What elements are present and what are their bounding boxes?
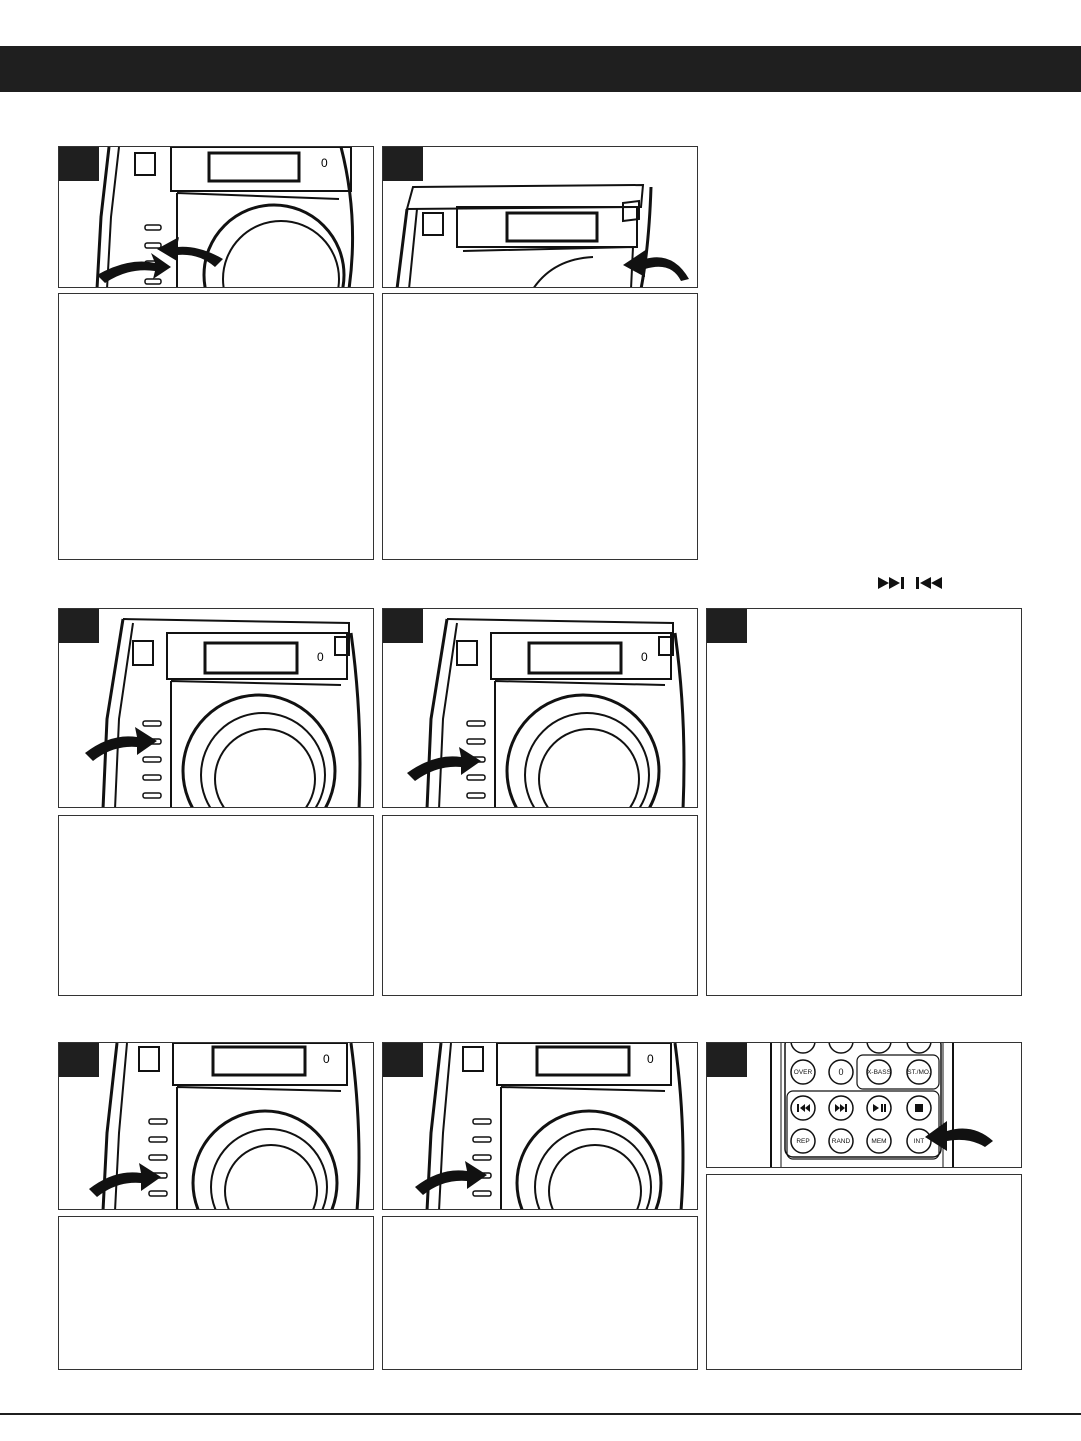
svg-text:0: 0 [317, 650, 324, 664]
unit-door-closed-illustration [383, 147, 698, 288]
step-figure-3 [58, 608, 374, 808]
remote-button-zero-label: 0 [838, 1067, 844, 1077]
remote-button-mem-label: MEM [871, 1138, 887, 1145]
svg-text:0: 0 [641, 650, 648, 664]
step-text-box-2 [382, 293, 698, 560]
skip-previous-icon [914, 577, 942, 589]
remote-button-stmo-label: ST./MO. [907, 1069, 931, 1076]
unit-front-panel-illustration [383, 609, 698, 808]
step-badge [383, 147, 423, 181]
svg-text:0: 0 [321, 156, 328, 170]
step-text-box-3 [58, 815, 374, 996]
remote-control-illustration [707, 1043, 1022, 1168]
step-badge [59, 1043, 99, 1077]
remote-button-rand-label: RAND [831, 1138, 851, 1145]
step-figure-2 [382, 146, 698, 288]
step-figure-1 [58, 146, 374, 288]
unit-front-panel-illustration [59, 1043, 374, 1210]
step-badge [707, 609, 747, 643]
unit-front-panel-illustration [383, 1043, 698, 1210]
step-text-box-7 [382, 1216, 698, 1370]
remote-button-int-label: INT [913, 1138, 925, 1145]
unit-front-panel-illustration [59, 147, 374, 288]
step-figure-6 [58, 1042, 374, 1210]
step-badge [383, 609, 423, 643]
step-badge [383, 1043, 423, 1077]
step-text-box-8 [706, 1174, 1022, 1370]
step-badge [59, 609, 99, 643]
step-badge [707, 1043, 747, 1077]
step-figure-4 [382, 608, 698, 808]
remote-button-xbass-label: X-BASS [867, 1069, 891, 1076]
step-text-box-5 [706, 608, 1022, 996]
step-text-box-1 [58, 293, 374, 560]
footer-rule [0, 1413, 1081, 1415]
track-navigation-symbols [878, 575, 942, 591]
skip-next-icon [878, 577, 906, 589]
svg-text:0: 0 [323, 1052, 330, 1066]
step-figure-8 [706, 1042, 1022, 1168]
step-badge [59, 147, 99, 181]
remote-button-rep-label: REP [796, 1138, 810, 1145]
step-text-box-6 [58, 1216, 374, 1370]
step-text-box-4 [382, 815, 698, 996]
header-banner [0, 46, 1081, 92]
step-figure-7 [382, 1042, 698, 1210]
svg-text:0: 0 [647, 1052, 654, 1066]
remote-button-over-label: OVER [793, 1069, 813, 1076]
unit-front-panel-illustration [59, 609, 374, 808]
